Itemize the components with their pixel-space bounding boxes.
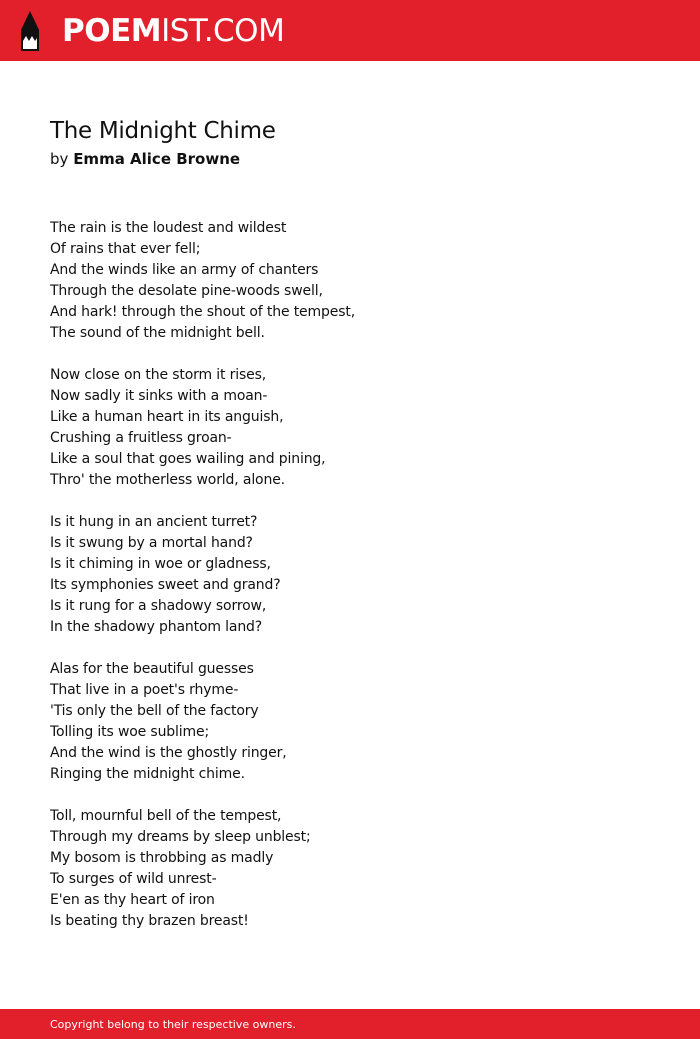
poem-line: That live in a poet's rhyme- <box>50 682 239 698</box>
poem-line: Of rains that ever fell; <box>50 241 201 257</box>
copyright-notice: Copyright belong to their respective owners. <box>50 1018 296 1031</box>
byline <box>50 149 240 169</box>
poem-line: And hark! through the shout of the tempest, <box>50 304 355 320</box>
poem-line: Alas for the beautiful guesses <box>50 661 254 677</box>
poem-line: Is it chiming in woe or gladness, <box>50 556 271 572</box>
poem-line: Through the desolate pine-woods swell, <box>50 283 323 299</box>
poem-line: Now close on the storm it rises, <box>50 367 267 383</box>
poem-line: Thro' the motherless world, alone. <box>50 472 285 488</box>
author-name: Emma Alice Browne <box>73 150 241 168</box>
poem-line: The sound of the midnight bell. <box>50 325 265 341</box>
poem-line: In the shadowy phantom land? <box>50 619 263 635</box>
site-header <box>0 0 700 61</box>
stanza <box>50 218 650 344</box>
poem-line: Its symphonies sweet and grand? <box>50 577 281 593</box>
poem-line: Is it rung for a shadowy sorrow, <box>50 598 267 614</box>
poem-line: Is beating thy brazen breast! <box>50 913 249 929</box>
stanza <box>50 806 650 932</box>
poem-line: Ringing the midnight chime. <box>50 766 245 782</box>
poem-line: Is it swung by a mortal hand? <box>50 535 253 551</box>
poem-line: Is it hung in an ancient turret? <box>50 514 258 530</box>
stanza <box>50 512 650 638</box>
logo-bold-text: POEM <box>62 13 162 49</box>
poem-line: Through my dreams by sleep unblest; <box>50 829 311 845</box>
by-label: by <box>50 150 69 168</box>
stanza <box>50 659 650 785</box>
poem-line: Tolling its woe sublime; <box>50 724 210 740</box>
poem-line: Crushing a fruitless groan- <box>50 430 232 446</box>
poem-line: E'en as thy heart of iron <box>50 892 215 908</box>
poem-line: And the wind is the ghostly ringer, <box>50 745 287 761</box>
poem-line: Like a soul that goes wailing and pining, <box>50 451 326 467</box>
poem-body <box>50 218 650 953</box>
poem-line: Toll, mournful bell of the tempest, <box>50 808 282 824</box>
site-logo[interactable] <box>62 12 284 50</box>
pen-nib-icon[interactable] <box>18 10 42 52</box>
poem-line: To surges of wild unrest- <box>50 871 217 887</box>
poem-title: The Midnight Chime <box>50 118 276 144</box>
poem-line: The rain is the loudest and wildest <box>50 220 287 236</box>
poem-line: My bosom is throbbing as madly <box>50 850 274 866</box>
poem-line: Now sadly it sinks with a moan- <box>50 388 268 404</box>
site-footer <box>0 1009 700 1039</box>
logo-light-text: IST.COM <box>161 13 285 49</box>
poem-line: Like a human heart in its anguish, <box>50 409 284 425</box>
poem-line: And the winds like an army of chanters <box>50 262 319 278</box>
stanza <box>50 365 650 491</box>
poem-line: 'Tis only the bell of the factory <box>50 703 259 719</box>
